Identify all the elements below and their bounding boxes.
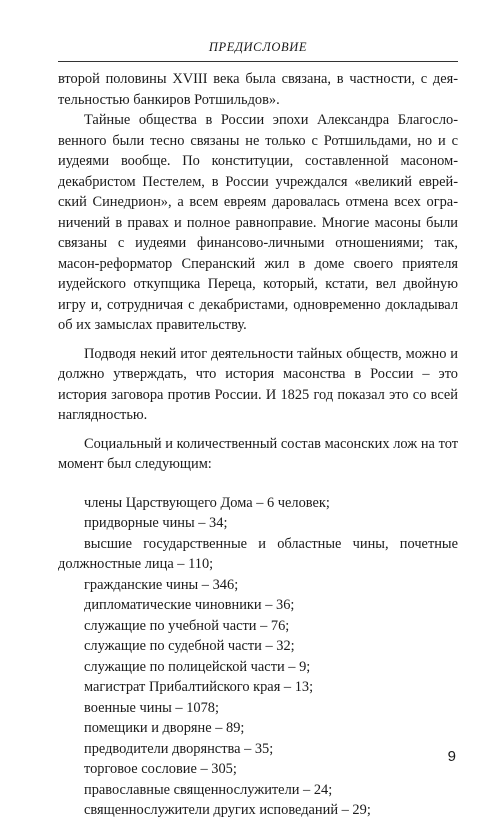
- lodge-composition-list: [58, 493, 458, 821]
- list-item: православные священнослужители – 24;: [84, 781, 333, 798]
- running-header: ПРЕДИСЛОВИЕ: [208, 40, 308, 54]
- paragraph: Тайные общества в России эпохи Александра Благословенного были тесно связаны не только с Ротшильдами, но и с иудеями вообще. По конституции, составленной масоном-декабристом Пестелем, в России учреждался «великий еврейский Синедрион», а всем евреям даровалась отмена всех ограничений в правах и полное равноправие. Многие масоны были связаны с иудеями финансово-личными отношениями; так, масон-реформатор Сперанский жил в доме своего приятеля иудейского откупщика Переца, который, кстати, вел двойную игру и, сотрудничая с декабристами, одновременно докладывал об их замыслах правительству.: [58, 112, 458, 333]
- list-item: служащие по учебной части – 76;: [84, 617, 290, 634]
- paragraph: Социальный и количественный состав масонских лож на тот момент был следующим:: [58, 435, 458, 472]
- list-item: священнослужители других исповеданий – 29;: [84, 802, 371, 818]
- list-item: члены Царствующего Дома – 6 человек;: [84, 494, 330, 511]
- list-item: служащие по полицейской части – 9;: [84, 658, 311, 675]
- paragraph: Подводя некий итог деятельности тайных обществ, можно и должно утверждать, что история масонства в России – это история заговора против России. И 1825 год показал это со всей наглядностью.: [58, 345, 458, 423]
- list-item: придворные чины – 34;: [84, 515, 228, 531]
- list-item: предводители дворянства – 35;: [84, 740, 274, 757]
- list-item: дипломатические чиновники – 36;: [84, 597, 295, 613]
- list-item: высшие государственные и областные чины, почетные должностные лица – 110;: [58, 535, 458, 572]
- body-text: [58, 69, 458, 821]
- list-item: магистрат Прибалтийского края – 13;: [84, 679, 314, 695]
- list-item: гражданские чины – 346;: [84, 576, 239, 593]
- paragraph-continuation: второй половины XVIII века была связана, в частности, с деятельностью банкиров Ротшильдов».: [58, 71, 458, 108]
- list-item: торговое сословие – 305;: [84, 761, 237, 777]
- list-item: служащие по судебной части – 32;: [84, 638, 295, 654]
- page-number: 9: [447, 748, 456, 765]
- list-item: помещики и дворяне – 89;: [84, 720, 245, 736]
- list-item: военные чины – 1078;: [84, 699, 219, 716]
- header-rule: [58, 61, 458, 62]
